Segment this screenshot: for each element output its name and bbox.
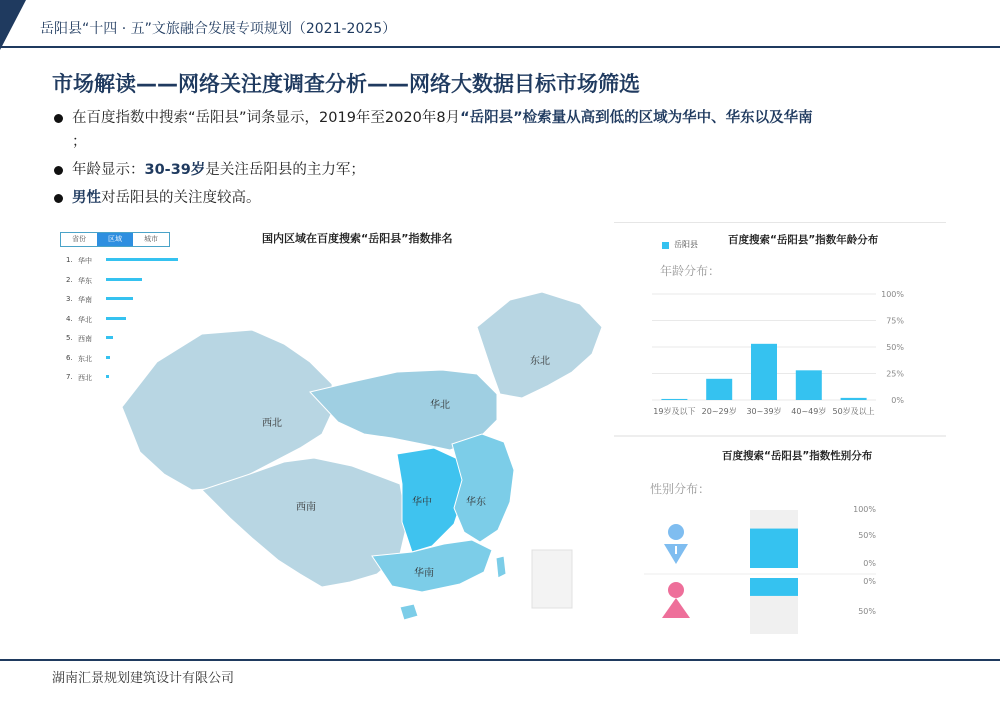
age-chart-subtitle: 年龄分布： bbox=[660, 264, 721, 278]
ranking-row bbox=[64, 313, 204, 333]
bullet-text-tail: 是关注岳阳县的主力军； bbox=[205, 162, 365, 178]
company-name: 湖南汇景规划建筑设计有限公司 bbox=[52, 671, 235, 686]
region-ranking-list bbox=[64, 254, 204, 391]
age-bar bbox=[841, 398, 867, 400]
bullet-highlight: “岳阳县”检索量从高到低的区域为华中、华东以及华南 bbox=[460, 110, 813, 126]
ranking-bar bbox=[106, 297, 133, 300]
bullet-text: 在百度指数中搜索“岳阳县”词条显示，2019年至2020年8月 bbox=[72, 110, 461, 126]
x-tick-label: 19岁及以下 bbox=[653, 407, 696, 416]
ranking-row bbox=[64, 293, 204, 313]
ranking-number: 6. bbox=[66, 353, 73, 362]
age-chart-title: 百度搜索“岳阳县”指数年龄分布 bbox=[728, 234, 879, 246]
map-label-xinan: 西南 bbox=[296, 502, 316, 513]
ranking-number: 2. bbox=[66, 275, 73, 284]
y-tick-label: 50% bbox=[858, 531, 876, 540]
bullet-dot-icon bbox=[54, 194, 63, 203]
slide-title: 市场解读——网络关注度调查分析——网络大数据目标市场筛选 bbox=[52, 72, 640, 96]
gender-bar-chart bbox=[614, 438, 948, 648]
ranking-row bbox=[64, 274, 204, 294]
x-tick-label: 20~29岁 bbox=[701, 407, 737, 416]
panel-divider bbox=[614, 435, 946, 437]
document-title: 岳阳县“十四 · 五”文旅融合发展专项规划（2021-2025） bbox=[40, 21, 397, 37]
bullet-list bbox=[52, 106, 962, 214]
y-tick-label: 100% bbox=[881, 290, 904, 299]
map-label-huadong: 华东 bbox=[466, 497, 486, 508]
male-icon-tie bbox=[675, 546, 677, 554]
y-tick-label: 75% bbox=[886, 316, 904, 326]
bullet-item-region bbox=[52, 106, 962, 154]
bullet-highlight: 30-39岁 bbox=[144, 162, 206, 178]
panel-rule bbox=[614, 222, 946, 223]
bullet-text-tail: ； bbox=[72, 134, 87, 150]
y-tick-label: 0% bbox=[863, 577, 876, 586]
bullet-text: 年龄显示： bbox=[72, 162, 145, 178]
map-label-dongbei: 东北 bbox=[530, 356, 550, 367]
age-bar bbox=[751, 344, 777, 400]
map-title: 国内区域在百度搜索“岳阳县”指数排名 bbox=[262, 232, 453, 245]
ranking-bar bbox=[106, 336, 113, 339]
ranking-region-name: 东北 bbox=[78, 354, 92, 363]
ranking-row bbox=[64, 352, 204, 372]
map-label-huabei: 华北 bbox=[430, 400, 450, 411]
ranking-number: 3. bbox=[66, 295, 73, 303]
tab-city[interactable]: 城市 bbox=[133, 233, 169, 246]
male-bar bbox=[750, 529, 798, 568]
ranking-number: 4. bbox=[66, 314, 73, 323]
ranking-region-name: 西北 bbox=[78, 374, 92, 382]
map-label-xibei: 西北 bbox=[262, 418, 282, 429]
ranking-number: 7. bbox=[66, 373, 73, 381]
ranking-region-name: 西南 bbox=[78, 335, 92, 343]
y-tick-label: 25% bbox=[886, 369, 904, 379]
slide-header bbox=[0, 0, 1000, 50]
ranking-bar bbox=[106, 375, 109, 378]
map-region-huadong bbox=[452, 434, 514, 542]
ranking-bar bbox=[106, 356, 110, 359]
region-map-panel bbox=[52, 222, 612, 642]
ranking-bar bbox=[106, 278, 142, 281]
map-label-huazhong: 华中 bbox=[412, 497, 432, 508]
footer-rule bbox=[0, 659, 1000, 661]
bullet-item-gender bbox=[52, 186, 962, 210]
age-bar-chart bbox=[614, 224, 948, 434]
y-tick-label: 0% bbox=[863, 559, 876, 568]
ranking-row bbox=[64, 371, 204, 391]
x-tick-label: 40~49岁 bbox=[791, 407, 827, 416]
bullet-highlight: 男性 bbox=[72, 190, 101, 206]
x-tick-label: 30~39岁 bbox=[746, 407, 782, 416]
y-tick-label: 50% bbox=[858, 607, 876, 616]
gender-chart-subtitle: 性别分布： bbox=[650, 482, 711, 496]
ranking-region-name: 华东 bbox=[78, 276, 92, 285]
header-rule bbox=[0, 46, 1000, 48]
y-tick-label: 50% bbox=[886, 343, 904, 352]
ranking-row bbox=[64, 254, 204, 274]
map-island-taiwan bbox=[496, 556, 506, 578]
south-sea-inset bbox=[532, 550, 572, 608]
bullet-item-age bbox=[52, 158, 962, 182]
bullet-text-tail: 对岳阳县的关注度较高。 bbox=[101, 190, 261, 206]
tab-province[interactable]: 省份 bbox=[61, 233, 97, 246]
ranking-region-name: 华南 bbox=[78, 296, 92, 304]
female-icon-head bbox=[668, 582, 684, 598]
ranking-region-name: 华北 bbox=[78, 315, 92, 324]
x-tick-label: 50岁及以上 bbox=[832, 407, 875, 416]
bullet-dot-icon bbox=[54, 114, 63, 123]
ranking-bar bbox=[106, 317, 126, 320]
y-tick-label: 100% bbox=[853, 505, 876, 514]
age-bar bbox=[796, 370, 822, 400]
legend-label: 岳阳县 bbox=[674, 240, 698, 249]
male-icon-head bbox=[668, 524, 684, 540]
bullet-dot-icon bbox=[54, 166, 63, 175]
ranking-number: 5. bbox=[66, 334, 73, 342]
gender-distribution-panel bbox=[614, 438, 948, 648]
female-icon bbox=[662, 598, 690, 618]
ranking-region-name: 华中 bbox=[78, 257, 92, 265]
female-bar bbox=[750, 578, 798, 596]
age-distribution-panel bbox=[614, 224, 948, 434]
map-label-huanan: 华南 bbox=[414, 568, 434, 579]
age-bar bbox=[706, 379, 732, 400]
header-triangle-decoration bbox=[0, 0, 26, 50]
map-region-dongbei bbox=[477, 292, 602, 398]
map-island-hainan bbox=[400, 604, 418, 620]
ranking-bar bbox=[106, 258, 178, 261]
tab-region[interactable]: 区域 bbox=[97, 233, 133, 246]
ranking-row bbox=[64, 332, 204, 352]
map-tab-bar bbox=[60, 232, 170, 247]
y-tick-label: 0% bbox=[891, 396, 904, 405]
ranking-number: 1. bbox=[66, 256, 73, 264]
age-bar bbox=[661, 399, 687, 400]
gender-chart-title: 百度搜索“岳阳县”指数性别分布 bbox=[722, 450, 873, 462]
